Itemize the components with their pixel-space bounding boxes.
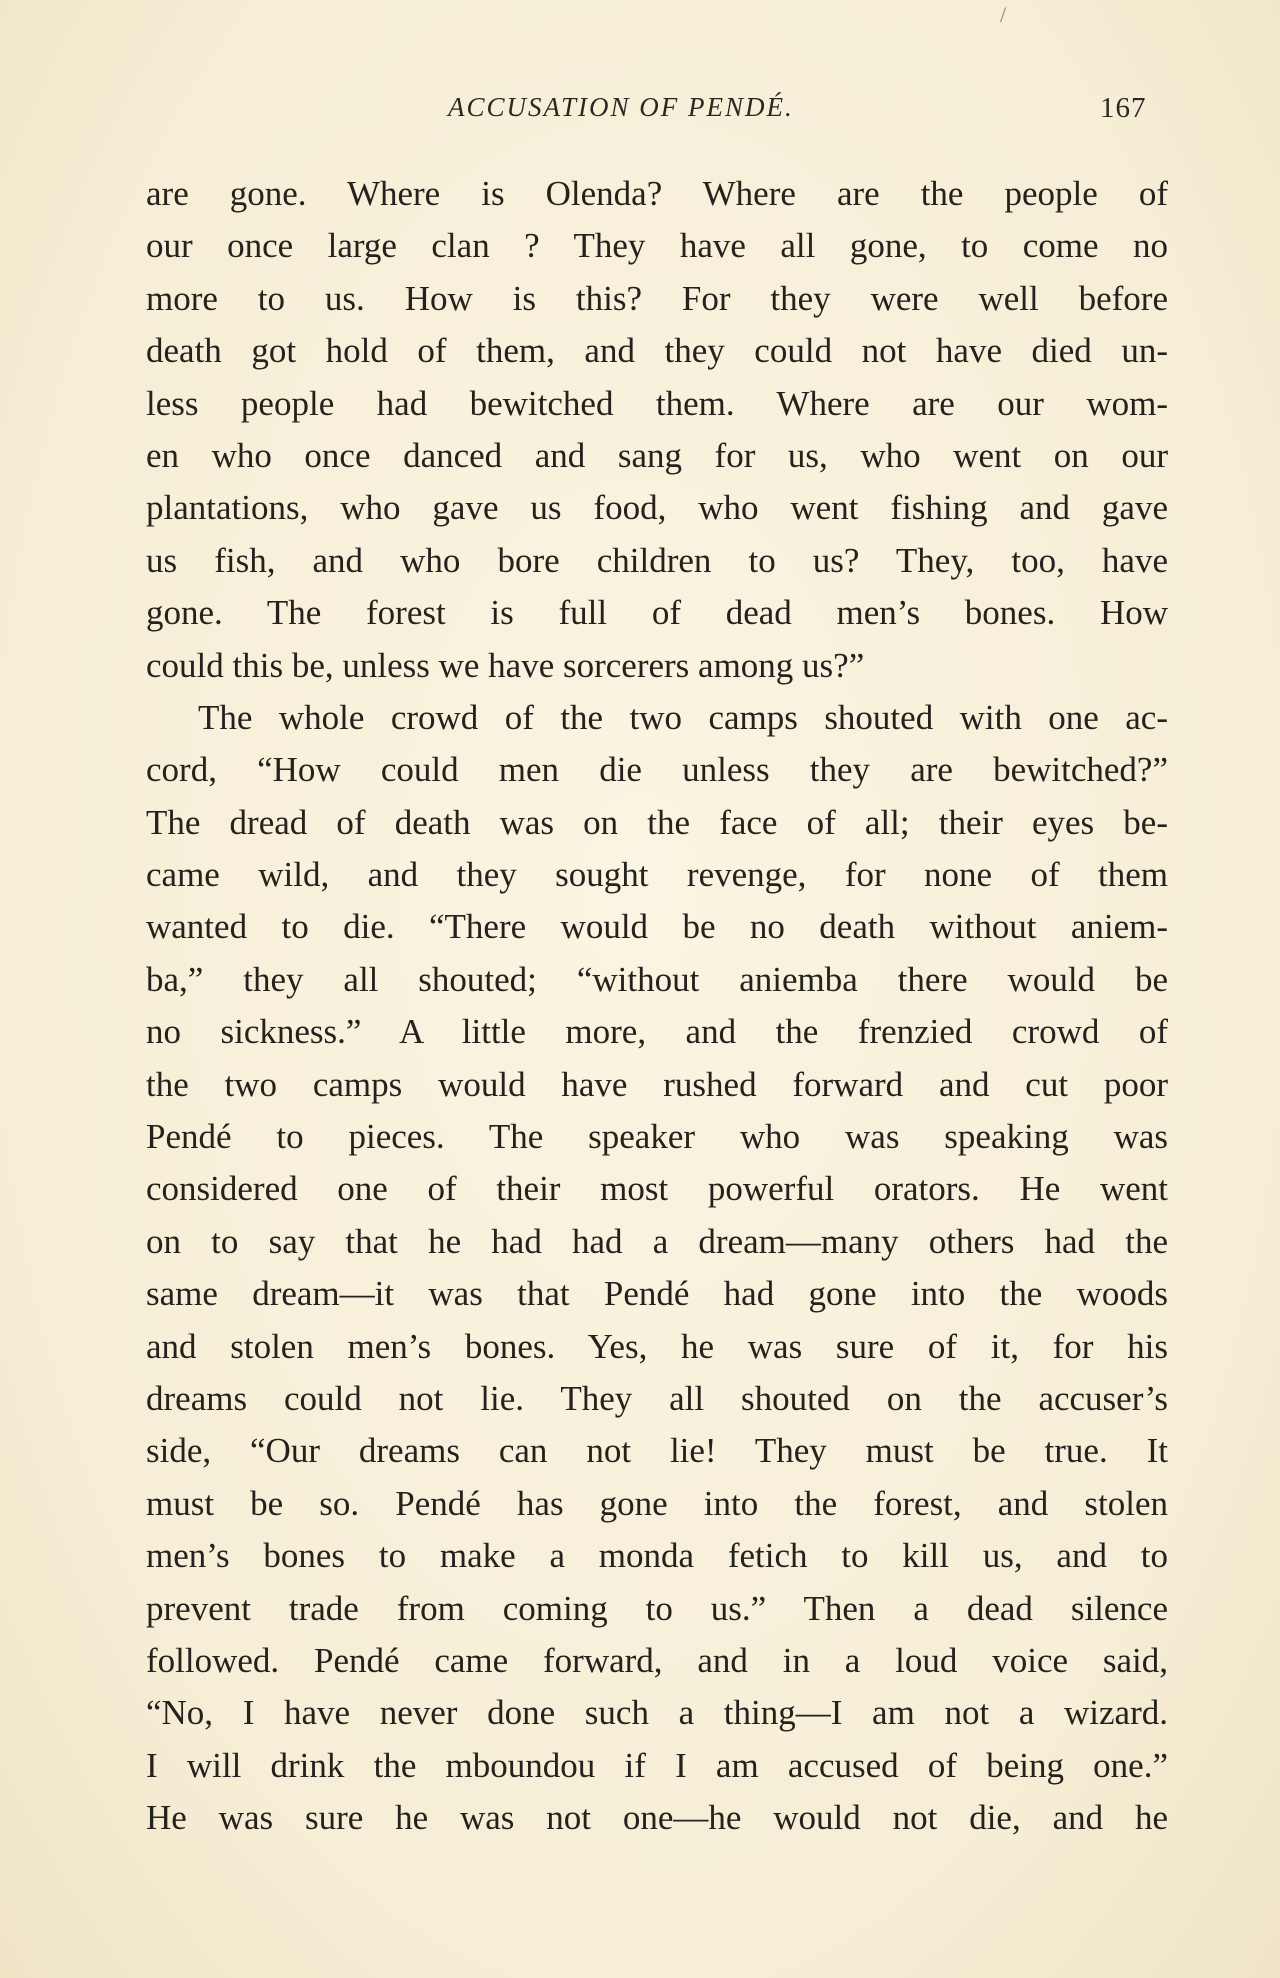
text-line: on to say that he had had a dream—many others had the [146,1221,1168,1261]
text-line: ba,” they all shouted; “without aniemba there would be [146,959,1168,999]
text-line: came wild, and they sought revenge, for none of them [146,855,1168,895]
text-line: less people had bewitched them. Where are our wom- [146,383,1168,423]
text-line: us fish, and who bore children to us? They, too, have [146,540,1168,580]
text-line: same dream—it was that Pendé had gone into the woods [146,1274,1168,1314]
text-line: the two camps would have rushed forward and cut poor [146,1064,1168,1104]
text-line: followed. Pendé came forward, and in a loud voice said, [146,1640,1168,1680]
text-line: The dread of death was on the face of all; their eyes be- [146,802,1168,842]
text-line: The whole crowd of the two camps shouted with one ac- [198,697,1168,737]
text-line: plantations, who gave us food, who went fishing and gave [146,488,1168,528]
text-line: Pendé to pieces. The speaker who was speaking was [146,1117,1168,1157]
text-line: are gone. Where is Olenda? Where are the people of [146,174,1168,213]
text-line: could this be, unless we have sorcerers among us?” [146,645,865,685]
running-head: ACCUSATION OF PENDÉ. [448,92,794,122]
text-line: He was sure he was not one—he would not die, and he [146,1798,1168,1838]
text-line: no sickness.” A little more, and the frenzied crowd of [146,1012,1168,1052]
text-line: I will drink the mboundou if I am accused of being one.” [146,1745,1168,1785]
body-text [146,168,1168,1845]
text-line: “No, I have never done such a thing—I am not a wizard. [146,1693,1168,1733]
text-line: en who once danced and sang for us, who went on our [146,435,1168,475]
text-line: cord, “How could men die unless they are bewitched?” [146,750,1168,790]
text-line: our once large clan ? They have all gone, to come no [146,226,1168,266]
text-line: more to us. How is this? For they were well before [146,278,1168,318]
text-line: and stolen men’s bones. Yes, he was sure of it, for his [146,1326,1168,1366]
page-header [0,92,1280,132]
text-line: wanted to die. “There would be no death without aniem- [146,907,1168,947]
text-line: must be so. Pendé has gone into the forest, and stolen [146,1483,1168,1523]
text-line: men’s bones to make a monda fetich to kill us, and to [146,1536,1168,1576]
text-line: death got hold of them, and they could not have died un- [146,331,1168,371]
text-line: side, “Our dreams can not lie! They must be true. It [146,1431,1168,1471]
text-line: dreams could not lie. They all shouted on the accuser’s [146,1378,1168,1418]
text-line: considered one of their most powerful orators. He went [146,1169,1168,1209]
pencil-mark: / [1000,2,1007,27]
page-number: 167 [1100,92,1147,124]
text-line: gone. The forest is full of dead men’s bones. How [146,593,1168,633]
text-line: prevent trade from coming to us.” Then a dead silence [146,1588,1168,1628]
